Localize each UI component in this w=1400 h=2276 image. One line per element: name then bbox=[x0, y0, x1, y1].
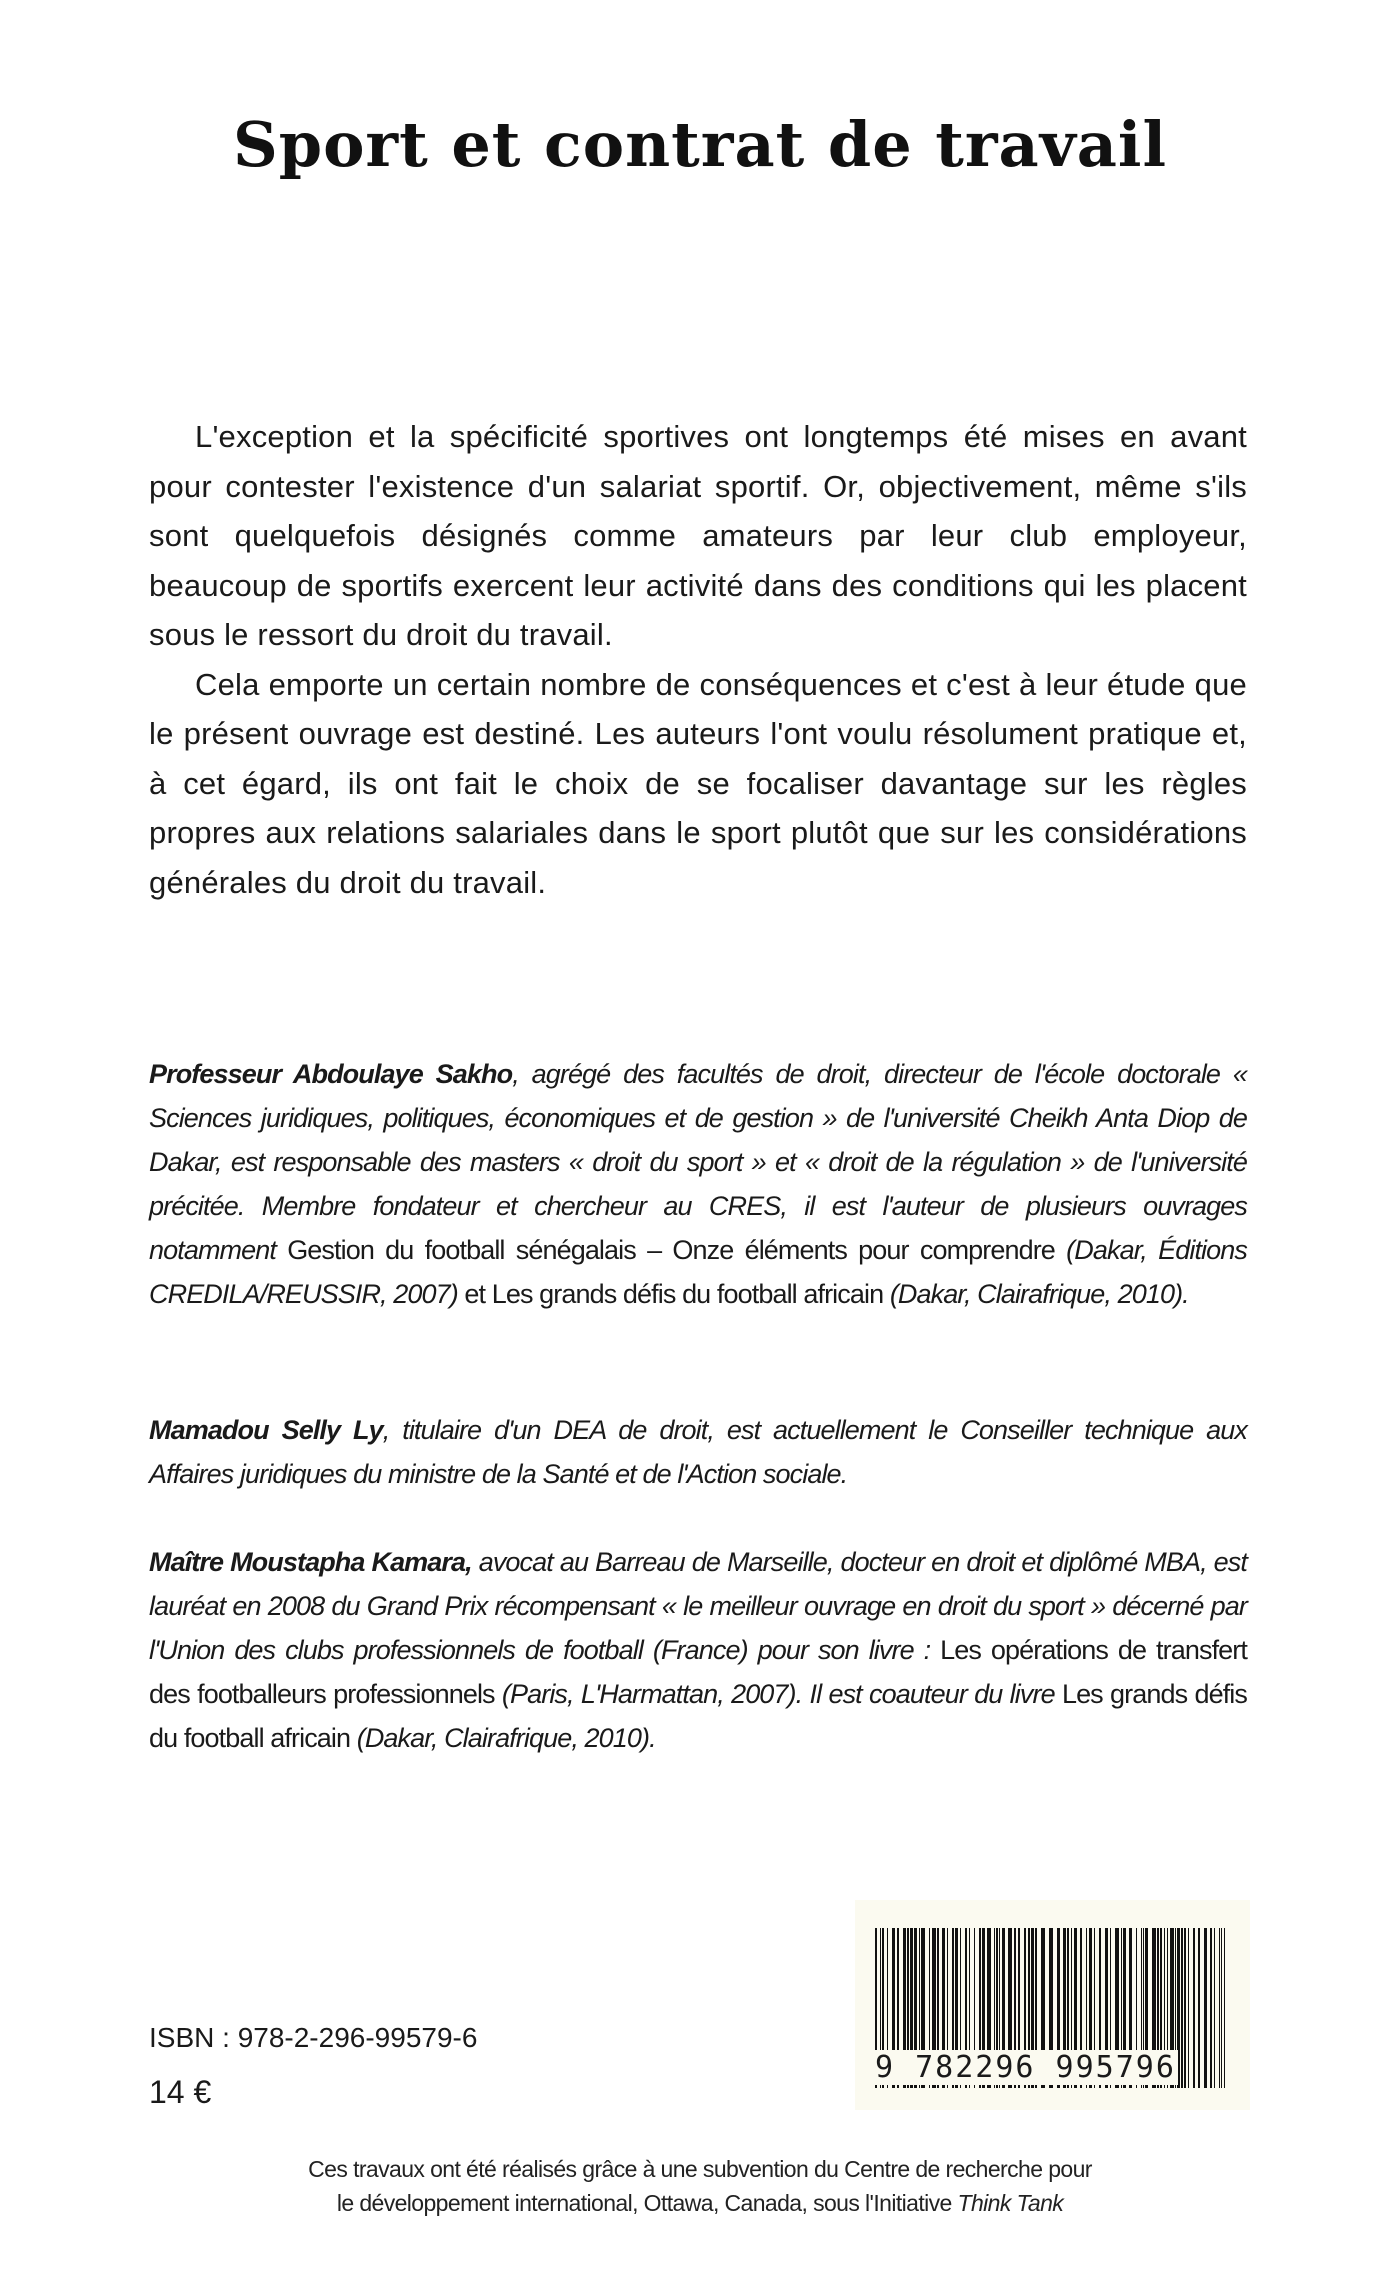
funding-note-text: le développement international, Ottawa, Canada, sous l'Initiative bbox=[336, 2190, 958, 2216]
barcode-bar bbox=[1210, 1928, 1212, 2088]
isbn: ISBN : 978-2-296-99579-6 bbox=[149, 2022, 478, 2053]
bio-text: , titulaire d'un DEA de droit, est actuellement le Conseiller technique aux Affaires juridiques du ministre de la Santé et de l'Action sociale. bbox=[149, 1415, 1247, 1489]
bio-text: (Dakar, Éditions CREDILA/REUSSIR, 2007) bbox=[149, 1235, 1247, 1309]
barcode-bar bbox=[1198, 1928, 1200, 2088]
summary-paragraph: Cela emporte un certain nombre de conséquences et c'est à leur étude que le présent ouvrage est destiné. Les auteurs l'ont voulu résolument pratique et, à cet égard, ils ont fait le choix de se focaliser davantage sur les règles propres aux relations salariales dans le sport plutôt que sur les considérations générales du droit du travail. bbox=[149, 666, 1247, 900]
book-title-ref: et Les grands défis du football africain bbox=[464, 1279, 884, 1309]
barcode-bar bbox=[1204, 1928, 1207, 2088]
author-name: Mamadou Selly Ly bbox=[149, 1415, 383, 1445]
funding-note-line: Ces travaux ont été réalisés grâce à une subvention du Centre de recherche pour bbox=[308, 2156, 1092, 2182]
book-title-ref: Les grands défis du football africain bbox=[149, 1679, 1248, 1753]
funding-note bbox=[0, 2152, 1400, 2220]
author-name: Professeur Abdoulaye Sakho bbox=[149, 1059, 513, 1089]
bio-text: (Paris, L'Harmattan, 2007). Il est coauteur du livre bbox=[494, 1679, 1062, 1709]
author-bio-kamara bbox=[149, 1540, 1247, 1760]
author-name: Maître Moustapha Kamara, bbox=[149, 1547, 472, 1577]
barcode-bar bbox=[1181, 1928, 1183, 2088]
barcode-bar bbox=[1221, 1928, 1222, 2088]
book-title-ref: Les opérations de transfert des footballeurs professionnels bbox=[149, 1635, 1247, 1709]
barcode-digits: 9 782296 995796 bbox=[875, 2050, 1176, 2085]
price: 14 € bbox=[149, 2074, 212, 2110]
author-bio-ly bbox=[149, 1408, 1247, 1496]
bio-text: , agrégé des facultés de droit, directeur de l'école doctorale « Sciences juridiques, politiques, économiques et de gestion » de l'université Cheikh Anta Diop de Dakar, est responsable des masters « droit du sport » et « droit de la régulation » de l'université précitée. Membre fondateur et chercheur au CRES, il est l'auteur de plusieurs ouvrages notamment bbox=[149, 1059, 1247, 1265]
barcode-bar bbox=[1188, 1928, 1189, 2088]
book-title: Sport et contrat de travail bbox=[232, 108, 1168, 181]
author-bio-sakho bbox=[149, 1052, 1247, 1316]
bio-text: (Dakar, Clairafrique, 2010). bbox=[883, 1279, 1189, 1309]
funding-note-line bbox=[0, 2186, 1400, 2220]
think-tank-text: Think Tank bbox=[957, 2190, 1064, 2216]
back-cover-summary bbox=[149, 412, 1247, 907]
barcode-bar bbox=[1214, 1928, 1215, 2088]
barcode-bar bbox=[1184, 1928, 1186, 2088]
bio-text: avocat au Barreau de Marseille, docteur en droit et diplômé MBA, est lauréat en 2008 du Grand Prix récompensant « le meilleur ouvrage en droit du sport » décerné par l'Union des clubs professionnels de football (France) pour son livre : bbox=[149, 1547, 1247, 1665]
bio-text: (Dakar, Clairafrique, 2010). bbox=[350, 1723, 656, 1753]
barcode-bar bbox=[1193, 1928, 1195, 2088]
barcode-bar bbox=[1224, 1928, 1225, 2088]
barcode-bar bbox=[1219, 1928, 1220, 2088]
barcode bbox=[855, 1900, 1250, 2110]
summary-paragraph: L'exception et la spécificité sportives ont longtemps été mises en avant pour contester l'existence d'un salariat sportif. Or, objectivement, même s'ils sont quelquefois désignés comme amateurs par leur club employeur, beaucoup de sportifs exercent leur activité dans des conditions qui les placent sous le ressort du droit du travail. bbox=[149, 419, 1247, 652]
book-title-ref: Gestion du football sénégalais – Onze éléments pour comprendre bbox=[287, 1235, 1055, 1265]
